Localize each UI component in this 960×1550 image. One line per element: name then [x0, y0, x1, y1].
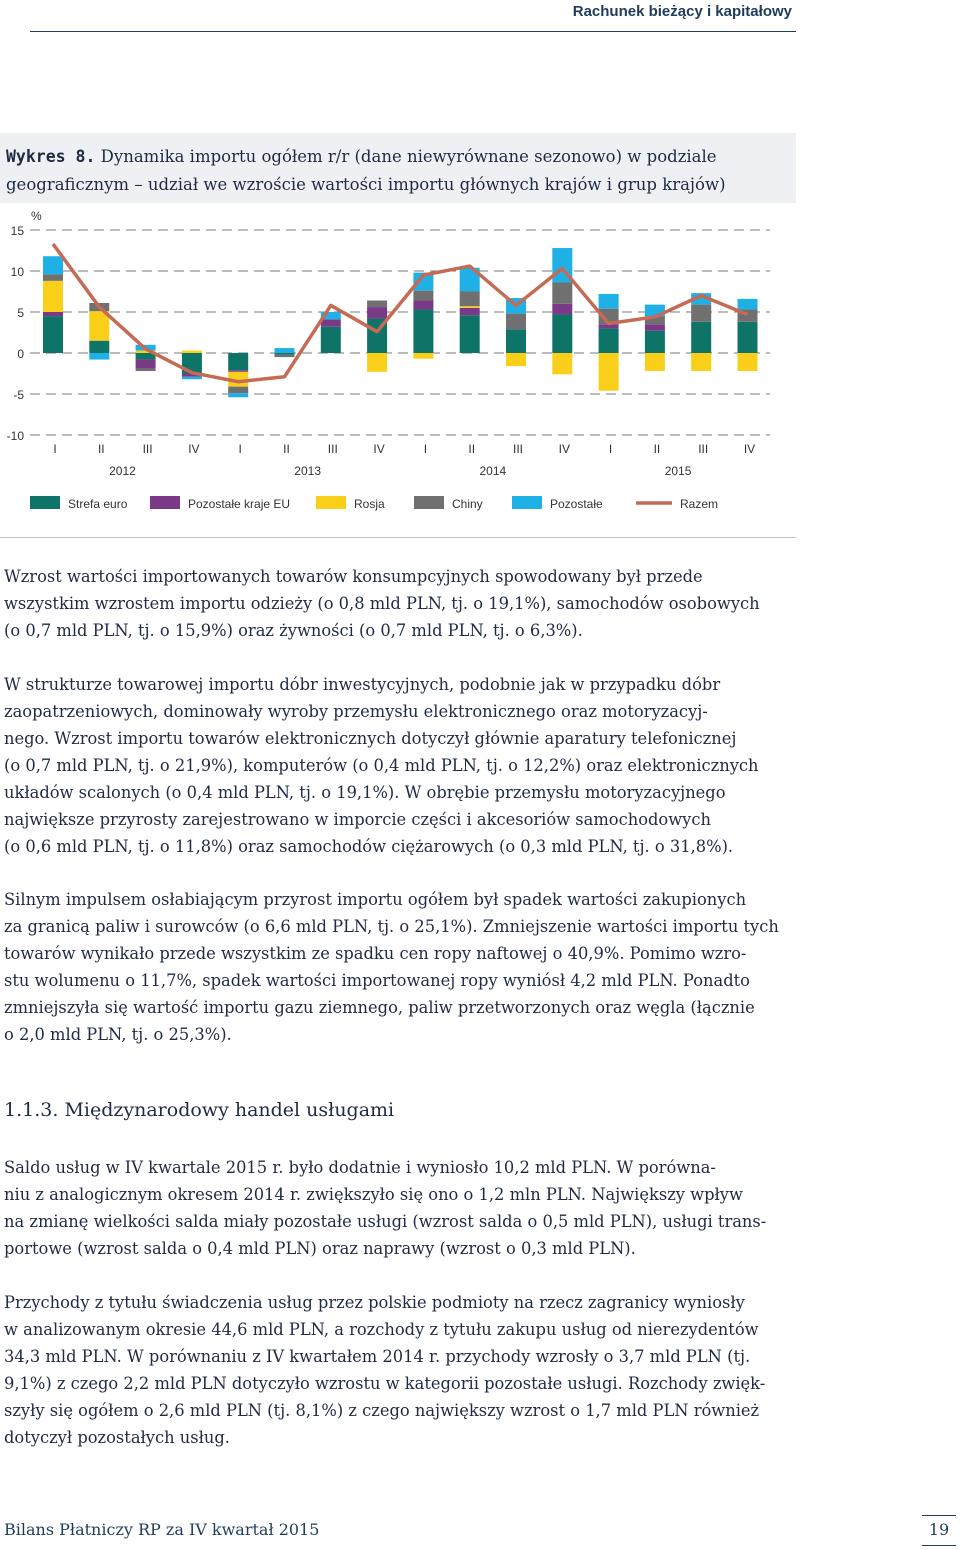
- bar-segment: [43, 256, 63, 274]
- bar-segment: [645, 324, 665, 331]
- legend-label: Razem: [680, 497, 719, 511]
- year-label: 2015: [664, 464, 692, 478]
- bar-segment: [552, 304, 572, 315]
- bar-segment: [89, 341, 109, 353]
- x-tick-label: II: [653, 442, 661, 456]
- legend-swatch: [512, 496, 542, 509]
- y-tick-label: 10: [10, 265, 24, 279]
- bar-segment: [691, 353, 711, 371]
- bar-segment: [228, 370, 248, 372]
- bar-segment: [460, 315, 480, 353]
- y-tick-label: -10: [6, 429, 24, 443]
- x-tick-label: III: [327, 442, 338, 456]
- bar-segment: [43, 312, 63, 316]
- bar-segment: [552, 282, 572, 303]
- x-tick-label: I: [608, 442, 613, 456]
- bar-segment: [691, 305, 711, 322]
- x-tick-label: III: [512, 442, 524, 456]
- year-label: 2012: [109, 464, 136, 478]
- legend-rule: [0, 537, 796, 538]
- bar-segment: [367, 301, 387, 308]
- bar-segment: [413, 291, 433, 301]
- bar-segment: [738, 299, 758, 310]
- bar-segment: [228, 387, 248, 394]
- legend-label: Pozostałe: [550, 497, 603, 511]
- running-header: Rachunek bieżący i kapitałowy: [572, 3, 792, 20]
- bar-segment: [182, 377, 202, 379]
- bar-segment: [413, 310, 433, 353]
- bar-segment: [645, 331, 665, 353]
- legend-swatch: [150, 496, 180, 509]
- x-tick-label: I: [423, 442, 428, 456]
- bar-segment: [275, 353, 295, 355]
- bar-segment: [228, 353, 248, 370]
- bar-segment: [599, 328, 619, 353]
- bar-segment: [228, 393, 248, 397]
- bar-segment: [738, 322, 758, 353]
- caption-line-1: Dynamika importu ogółem r/r (dane niewyrównane sezonowo) w podziale: [100, 147, 717, 166]
- x-tick-label: IV: [188, 442, 200, 456]
- y-tick-label: 0: [17, 347, 24, 361]
- bar-segment: [506, 314, 526, 330]
- bar-segment: [367, 307, 387, 318]
- legend-swatch: [316, 496, 346, 509]
- figure-caption: [6, 143, 796, 199]
- x-tick-label: II: [283, 442, 290, 456]
- legend-swatch: [30, 496, 60, 509]
- figure-label: Wykres 8.: [6, 147, 96, 166]
- section-number: 1.1.3.: [4, 1099, 59, 1121]
- legend-label: Pozostałe kraje EU: [188, 497, 291, 511]
- bar-segment: [43, 316, 63, 353]
- bar-segment: [460, 292, 480, 307]
- bar-segment: [321, 319, 341, 326]
- legend-label: Rosja: [354, 497, 385, 511]
- x-tick-label: IV: [743, 442, 756, 456]
- paragraph-2: W strukturze towarowej importu dóbr inwestycyjnych, podobnie jak w przypadku dóbr zaopatrzeniowych, dominowały wyroby przemysłu elektronicznego oraz motoryzacyj- nego. Wzrost importu towarów elektronicznych dotyczył głównie aparatury telefonicznej (o 0,7 mld PLN, tj. o 21,9%), komputerów (o 0,4 mld PLN, tj. o 12,2%) oraz elektronicznych układów scalonych (o 0,4 mld PLN, tj. o 19,1%). W obrębie przemysłu motoryzacyjnego największe przyrosty zarejestrowano w imporcie części i akcesoriów samochodowych (o 0,6 mld PLN, tj. o 11,8%) oraz samochodów ciężarowych (o 0,3 mld PLN, tj. o 31,8%).: [4, 675, 759, 856]
- import-dynamics-chart: [0, 203, 796, 533]
- year-label: 2013: [294, 464, 322, 478]
- bar-segment: [691, 322, 711, 353]
- x-tick-label: I: [53, 442, 57, 456]
- page-number: 19: [928, 1520, 950, 1539]
- page-number-rule-bottom: [922, 1545, 956, 1546]
- paragraph-3: Silnym impulsem osłabiającym przyrost importu ogółem był spadek wartości zakupionych za granicą paliw i surowców (o 6,6 mld PLN, tj. o 25,1%). Zmniejszenie wartości importu tych towarów wynikało przede wszystkim ze spadku cen ropy naftowej o 40,9%. Pomimo wzro- stu wolumenu o 11,7%, spadek wartości importowanej ropy wyniósł 4,2 mld PLN. Ponadto zmniejszyła się wartość importu gazu ziemnego, paliw przetworzonych oraz węgla (łącznie o 2,0 mld PLN, tj. o 25,3%).: [4, 890, 779, 1044]
- bar-segment: [413, 353, 433, 359]
- bar-segment: [43, 274, 63, 281]
- bar-segment: [275, 348, 295, 353]
- bar-segment: [645, 353, 665, 371]
- section-heading: [4, 1099, 394, 1121]
- bar-segment: [460, 308, 480, 315]
- bar-segment: [275, 355, 295, 357]
- page-number-rule-top: [922, 1515, 956, 1516]
- bar-segment: [367, 353, 387, 372]
- y-unit-label: %: [31, 209, 42, 223]
- razem-line: [53, 244, 748, 382]
- bar-segment: [460, 306, 480, 308]
- footer-title: Bilans Płatniczy RP za IV kwartał 2015: [4, 1520, 320, 1539]
- legend-label: Strefa euro: [68, 497, 128, 511]
- x-tick-label: III: [698, 442, 709, 456]
- bar-segment: [599, 353, 619, 391]
- bar-segment: [506, 329, 526, 353]
- y-tick-label: -5: [13, 388, 24, 402]
- bar-segment: [321, 327, 341, 353]
- bar-segment: [506, 353, 526, 366]
- paragraph-5: Przychody z tytułu świadczenia usług przez polskie podmioty na rzecz zagranicy wyniosły w analizowanym okresie 44,6 mld PLN, a rozchody z tytułu zakupu usług od nierezydentów 34,3 mld PLN. W porównaniu z IV kwartałem 2014 r. przychody wzrosły o 3,7 mld PLN (tj. 9,1%) z czego 2,2 mld PLN dotyczyło wzrostu w kategorii pozostałe usługi. Rozchody zwięk- szyły się ogółem o 2,6 mld PLN (tj. 8,1%) z czego największy wzrost o 1,7 mld PLN również dotyczył pozostałych usług.: [4, 1293, 766, 1447]
- bar-segment: [552, 353, 572, 374]
- x-tick-label: IV: [373, 442, 385, 456]
- bar-segment: [43, 281, 63, 312]
- legend-label: Chiny: [452, 497, 483, 511]
- section-title: Międzynarodowy handel usługami: [64, 1099, 395, 1121]
- bar-segment: [89, 353, 109, 360]
- bar-segment: [136, 360, 156, 369]
- legend-swatch: [414, 496, 444, 509]
- paragraph-1: Wzrost wartości importowanych towarów konsumpcyjnych spowodowany był przede wszystkim wzrostem importu odzieży (o 0,8 mld PLN, tj. o 19,1%), samochodów osobowych (o 0,7 mld PLN, tj. o 15,9%) oraz żywności (o 0,7 mld PLN, tj. o 6,3%).: [4, 567, 760, 640]
- year-label: 2014: [479, 464, 507, 478]
- x-tick-label: II: [97, 442, 105, 456]
- x-tick-label: III: [142, 442, 153, 456]
- y-tick-label: 5: [17, 306, 24, 320]
- bar-segment: [136, 369, 156, 371]
- bar-segment: [738, 353, 758, 371]
- bar-segment: [413, 301, 433, 310]
- bar-segment: [599, 294, 619, 309]
- x-tick-label: IV: [558, 442, 570, 456]
- paragraph-4: Saldo usług w IV kwartale 2015 r. było dodatnie i wyniosło 10,2 mld PLN. W porówna- niu z analogicznym okresem 2014 r. zwiększyło się ono o 1,2 mln PLN. Największy wpływ na zmianę wielkości salda miały pozostałe usługi (wzrost salda o 0,5 mld PLN), usługi trans- portowe (wzrost salda o 0,4 mld PLN) oraz naprawy (wzrost o 0,3 mld PLN).: [4, 1158, 767, 1258]
- y-tick-label: 15: [10, 224, 24, 238]
- x-tick-label: II: [468, 442, 476, 456]
- caption-line-2: geograficznym – udział we wzroście wartości importu głównych krajów i grup krajów): [6, 175, 726, 194]
- bar-segment: [182, 351, 202, 353]
- bar-segment: [552, 314, 572, 353]
- header-rule: [30, 31, 796, 32]
- x-tick-label: I: [238, 442, 242, 456]
